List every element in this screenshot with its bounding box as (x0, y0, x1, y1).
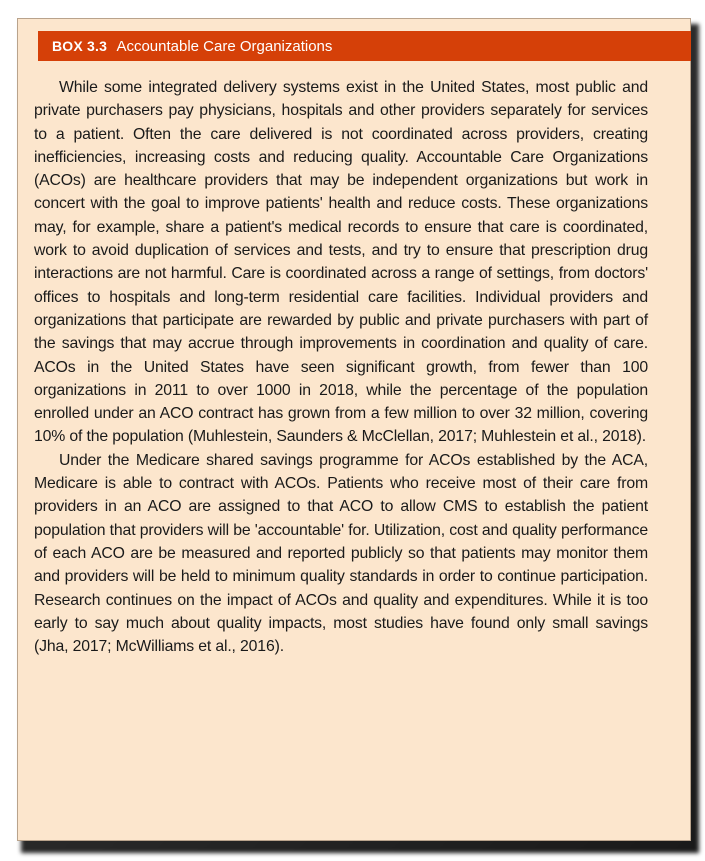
box-title: Accountable Care Organizations (116, 38, 333, 55)
box-body (34, 76, 648, 658)
body-paragraph: Under the Medicare shared savings programme for ACOs established by the ACA, Medicare is able to contract with ACOs. Patients who receive most of their care from providers in an ACO are assigned to that ACO to allow CMS to establish the patient population that providers will be 'accountable' for. Utilization, cost and quality performance of each ACO are be measured and reported publicly so that patients may monitor them and providers will be held to minimum quality standards in order to continue participation. Research continues on the impact of ACOs and quality and expenditures. While it is too early to say much about quality impacts, most studies have found only small savings (Jha, 2017; McWilliams et al., 2016). (34, 451, 648, 656)
box-label: BOX 3.3 (52, 38, 108, 54)
body-paragraph: While some integrated delivery systems exist in the United States, most public and private purchasers pay physicians, hospitals and other providers separately for services to a patient. Often the care delivered is not coordinated across providers, creating inefficiencies, increasing costs and reducing quality. Accountable Care Organizations (ACOs) are healthcare providers that may be independent organizations but work in concert with the goal to improve patients' health and reduce costs. These organizations may, for example, share a patient's medical records to ensure that care is coordinated, work to avoid duplication of services and tests, and try to ensure that prescription drug interactions are not harmful. Care is coordinated across a range of settings, from doctors' offices to hospitals and long-term residential care facilities. Individual providers and organizations that participate are rewarded by public and private purchasers with part of the savings that may accrue through improvements in coordination and quality of care. ACOs in the United States have seen significant growth, from fewer than 100 organizations in 2011 to over 1000 in 2018, while the percentage of the population enrolled under an ACO contract has grown from a few million to over 32 million, covering 10% of the population (Muhlestein, Saunders & McClellan, 2017; Muhlestein et al., 2018). (34, 79, 648, 446)
box-header (38, 31, 691, 61)
